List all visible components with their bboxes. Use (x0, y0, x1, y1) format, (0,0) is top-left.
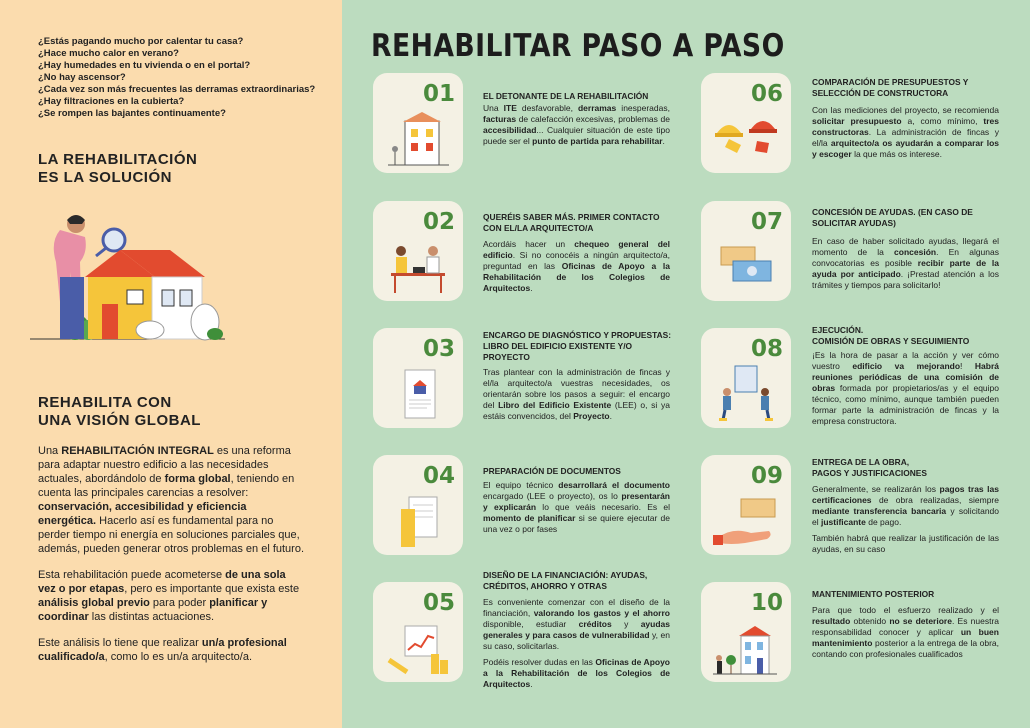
step-number: 09 (750, 463, 783, 489)
step-text: En caso de haber solicitado ayudas, llegará el momento de la concesión. En algunas convocatorias es posible recibir parte de la ayuda por anticipado. ¡Prestad atención a los trámites y tiempos para solicitarlo! (812, 236, 999, 290)
step-text: El equipo técnico desarrollará el documento encargado (LEE o proyecto), os lo presentarán y explicarán lo que veáis necesario. Es el momento de planificar si se quiere ejecutar de una vez o por fases (483, 480, 671, 534)
step-title: ENCARGO DE DIAGNÓSTICO Y PROPUESTAS: LIBRO DEL EDIFICIO EXISTENTE Y/O PROYECTO (483, 330, 671, 362)
hard-hats-icon (711, 109, 781, 167)
banknotes-icon (711, 237, 781, 295)
step-title: PREPARACIÓN DE DOCUMENTOS (483, 466, 621, 476)
step-text: Es conveniente comenzar con el diseño de la financiación, valorando los gastos y el ahorro disponible, estudiar créditos y ayudas generales y para casos de vulnerabilidad y, en su caso, solicitarlas. Podéis resolver dudas en las Oficinas de Apoyo a la Rehabilitación de los Colegios de Arquitectos. (483, 597, 671, 689)
paragraph: Una REHABILITACIÓN INTEGRAL es una reforma para adaptar nuestro edificio a las necesidades actuales, abordándolo de forma global, teniendo en cuenta las principales carencias a resolver: conservación, accesibilidad y eficiencia energética. Hacerlo así es fundamental para no perder tiempo ni energía en soluciones parciales que, además, pueden generar otros problemas en el futuro. (38, 445, 304, 555)
step-card-05 (373, 582, 463, 682)
step-title: EL DETONANTE DE LA REHABILITACIÓN (483, 91, 649, 101)
document-house-icon (383, 364, 453, 422)
step-card-06 (701, 73, 791, 173)
question: ¿Hay filtraciones en la cubierta? (38, 96, 185, 107)
step-text: Generalmente, se realizarán los pagos tras las certificaciones de obra realizadas, siempre mediante transferencia bancaria y solicitando el justificante de pago. También habrá que realizar la justificación de las ayudas, en su caso (812, 484, 999, 554)
folder-documents-icon (383, 491, 453, 549)
finance-chart-icon (383, 618, 453, 676)
question: ¿Se rompen las bajantes continuamente? (38, 108, 226, 119)
step-card-04 (373, 455, 463, 555)
step-card-10 (701, 582, 791, 682)
maintained-building-icon (711, 618, 781, 676)
question: ¿Hace mucho calor en verano? (38, 48, 179, 59)
intro-body (38, 444, 304, 676)
building-icon (383, 109, 453, 167)
step-number: 06 (750, 81, 783, 107)
step-text: ¡Es la hora de pasar a la acción y ver cómo vuestro edificio va mejorando! Habrá reuniones periódicas de una comisión de obras formada por propietarios/as y el equipo técnico, como mínimo, aunque también pueden formar parte la administración de fincas y la empresa constructora. (812, 350, 999, 426)
question: ¿Hay humedades en tu vivienda o en el portal? (38, 60, 251, 71)
question: ¿No hay ascensor? (38, 72, 126, 83)
question: ¿Estás pagando mucho por calentar tu casa? (38, 36, 244, 47)
step-title: DISEÑO DE LA FINANCIACIÓN: AYUDAS, CRÉDITOS, AHORRO Y OTRAS (483, 570, 648, 591)
step-card-02 (373, 201, 463, 301)
step-number: 02 (422, 209, 455, 235)
meeting-icon (383, 237, 453, 295)
step-card-07 (701, 201, 791, 301)
step-number: 10 (750, 590, 783, 616)
step-title: CONCESIÓN DE AYUDAS. (EN CASO DE SOLICITAR AYUDAS) (812, 207, 973, 228)
step-number: 08 (750, 336, 783, 362)
page-title: REHABILITAR PASO A PASO (371, 28, 785, 64)
question: ¿Cada vez son más frecuentes las derramas extraordinarias? (38, 84, 316, 95)
step-number: 05 (422, 590, 455, 616)
house-inspection-illustration (30, 212, 230, 342)
question-list (38, 36, 315, 120)
step-title: MANTENIMIENTO POSTERIOR (812, 589, 935, 599)
heading-global-vision: REHABILITA CON UNA VISIÓN GLOBAL (38, 394, 201, 429)
payment-hand-icon (711, 491, 781, 549)
step-number: 03 (422, 336, 455, 362)
step-text: Acordáis hacer un chequeo general del edificio. Si no conocéis a ningún arquitecto/a, preguntad en las Oficinas de Apoyo a la Rehabilitación de los Colegios de Arquitectos. (483, 239, 670, 293)
workers-icon (711, 364, 781, 422)
step-card-01 (373, 73, 463, 173)
step-card-03 (373, 328, 463, 428)
paragraph: Esta rehabilitación puede acometerse de una sola vez o por etapas, pero es importante que exista este análisis global previo para poder planificar y coordinar las distintas actuaciones. (38, 569, 300, 623)
step-card-09 (701, 455, 791, 555)
step-number: 07 (750, 209, 783, 235)
step-title: COMPARACIÓN DE PRESUPUESTOS Y SELECCIÓN DE CONSTRUCTORA (812, 77, 969, 98)
step-text: Con las mediciones del proyecto, se recomienda solicitar presupuesto a, como mínimo, tres constructoras. La administración de fincas y el/la arquitecto/a os ayudarán a comparar los y escoger la que más os interese. (812, 105, 999, 159)
step-number: 01 (422, 81, 455, 107)
step-card-08 (701, 328, 791, 428)
step-number: 04 (422, 463, 455, 489)
step-title: EJECUCIÓN. COMISIÓN DE OBRAS Y SEGUIMIENTO (812, 325, 970, 346)
step-text: Para que todo el esfuerzo realizado y el resultado obtenido no se deteriore. Es nuestra responsabilidad conocer y aplicar un buen mantenimiento posterior a la entrega de la obra, contando con profesionales cualificados (812, 605, 1000, 659)
step-title: QUERÉIS SABER MÁS. PRIMER CONTACTO CON EL/LA ARQUITECTO/A (483, 212, 660, 233)
paragraph: Este análisis lo tiene que realizar un/a profesional cualificado/a, como lo es un/a arquitecto/a. (38, 637, 287, 663)
step-title: ENTREGA DE LA OBRA, PAGOS Y JUSTIFICACIONES (812, 457, 927, 478)
step-text: Tras plantear con la administración de fincas y el/la arquitecto/a vuestras necesidades, os orientarán sobre los pasos a seguir: el encargo del Libro del Edificio Existente (LEE) o, si ya estáis convencidos, del Proyecto. (483, 367, 670, 421)
step-text: Una ITE desfavorable, derramas inesperadas, facturas de calefacción excesivas, problemas de accesibilidad... Cualquier situación de este tipo puede ser el punto de partida para rehabilitar. (483, 103, 670, 146)
heading-solution: LA REHABILITACIÓN ES LA SOLUCIÓN (38, 151, 198, 186)
left-panel (0, 0, 342, 728)
